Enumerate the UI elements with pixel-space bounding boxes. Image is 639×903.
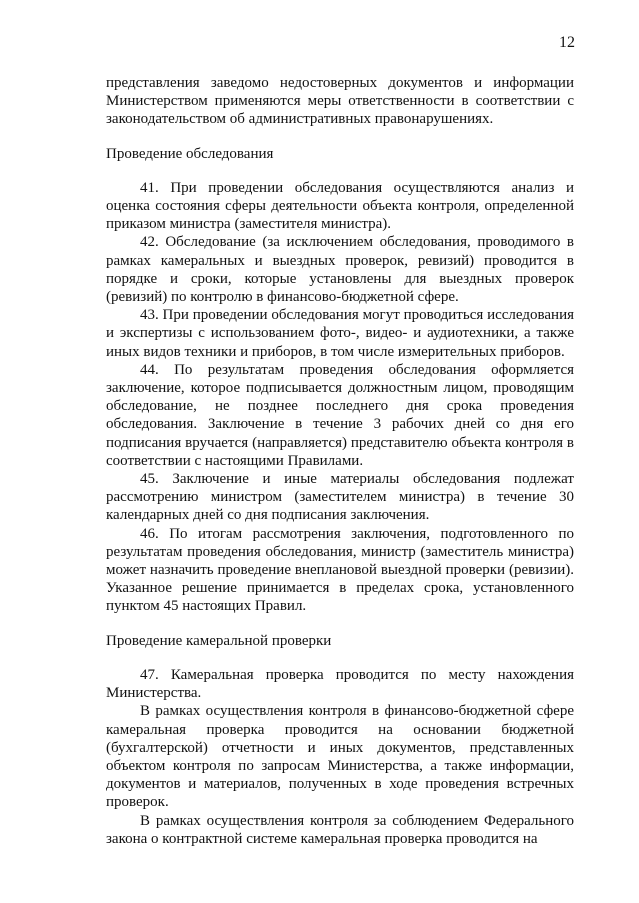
paragraph-45: 45. Заключение и иные материалы обследования подлежат рассмотрению министром (заместителем министра) в течение 30 календарных дней со дня подписания заключения. [106, 471, 574, 524]
paragraph-41: 41. При проведении обследования осуществляются анализ и оценка состояния сферы деятельности объекта контроля, определенной приказом министра (заместителя министра). [106, 179, 574, 233]
section-heading-desk-audit: Проведение камеральной проверки [106, 632, 332, 649]
paragraph-44: 44. По результатам проведения обследования оформляется заключение, которое подписывается должностным лицом, проводящим обследование, не позднее последнего дня срока проведения обследования. Заключение в течение 3 рабочих дней со дня его подписания вручается (направляется) представителю объекта контроля в соответствии с настоящими Правилами. [106, 361, 574, 469]
document-body [106, 74, 574, 848]
paragraph-47-financial: В рамках осуществления контроля в финансово-бюджетной сфере камеральная проверка проводится на основании бюджетной (бухгалтерской) отчетности и иных документов, представленных объектом контроля по запросам Министерства, а также информации, документов и материалов, полученных в ходе проведения встречных проверок. [106, 703, 574, 811]
paragraph-47-contract: В рамках осуществления контроля за соблюдением Федерального закона о контрактной системе камеральная проверка проводится на [106, 812, 574, 847]
paragraph-42: 42. Обследование (за исключением обследования, проводимого в рамках камеральных и выездных проверок, ревизий) проводится в порядке и сроки, которые установлены для выездных проверок (ревизий) по контролю в финансово-бюджетной сфере. [106, 234, 574, 306]
page-number: 12 [559, 34, 575, 51]
section-heading-survey: Проведение обследования [106, 145, 274, 162]
paragraph-46: 46. По итогам рассмотрения заключения, подготовленного по результатам проведения обследования, министр (заместитель министра) может назначить проведение внеплановой выездной проверки (ревизии). Указанное решение принимается в пределах срока, установленного пунктом 45 настоящих Правил. [106, 525, 574, 615]
paragraph-43: 43. При проведении обследования могут проводиться исследования и экспертизы с использованием фото-, видео- и аудиотехники, а также иных видов техники и приборов, в том числе измерительных приборов. [106, 307, 574, 360]
intro-paragraph: представления заведомо недостоверных документов и информации Министерством применяются меры ответственности в соответствии с законодательством об административных правонарушениях. [106, 75, 574, 128]
paragraph-47: 47. Камеральная проверка проводится по месту нахождения Министерства. [106, 666, 574, 702]
